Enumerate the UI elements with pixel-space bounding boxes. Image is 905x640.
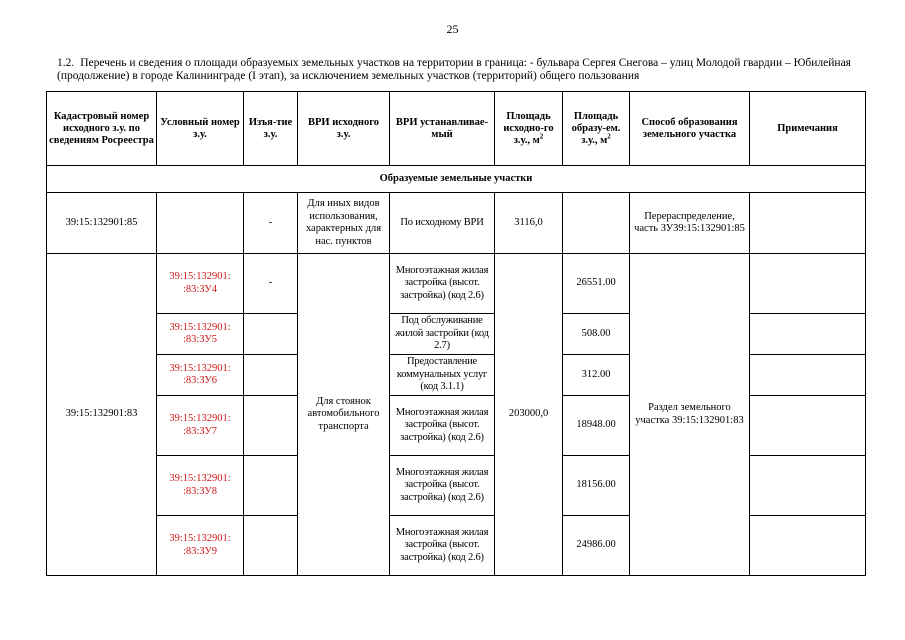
- header-cadastral: Кадастровый номер исходного з.у. по сведениям Росреестра: [47, 92, 157, 166]
- cell-withdrawal: [244, 516, 298, 576]
- header-method: Способ образования земельного участка: [630, 92, 750, 166]
- cell-cadastral: 39:15:132901:83: [47, 254, 157, 576]
- header-row: [47, 92, 866, 166]
- cell-conditional: 39:15:132901: :83:ЗУ5: [157, 314, 244, 355]
- cell-area-formed: 312.00: [563, 355, 630, 396]
- header-vri-set: ВРИ устанавливае-мый: [390, 92, 495, 166]
- cell-vri-set: Многоэтажная жилая застройка (высот. застройка) (код 2.6): [390, 254, 495, 314]
- cell-notes: [750, 355, 866, 396]
- page-number: 25: [446, 22, 459, 36]
- cell-notes: [750, 314, 866, 355]
- cell-vri-set: По исходному ВРИ: [390, 193, 495, 254]
- cell-method: Раздел земельного участка 39:15:132901:83: [630, 254, 750, 576]
- header-notes: Примечания: [750, 92, 866, 166]
- header-area-formed: Площадь образу-ем. з.у., $м^2$: [563, 92, 630, 166]
- cell-withdrawal: -: [244, 193, 298, 254]
- cell-area-formed: 18948.00: [563, 396, 630, 456]
- cell-area-formed: 24986.00: [563, 516, 630, 576]
- cell-vri-set: Предоставление коммунальных услуг (код 3.1.1): [390, 355, 495, 396]
- cell-vri-set: Многоэтажная жилая застройка (высот. застройка) (код 2.6): [390, 456, 495, 516]
- header-area-source: Площадь исходно-го з.у., $м^2$: [495, 92, 563, 166]
- section-heading: [57, 57, 862, 83]
- table-row: [47, 254, 866, 314]
- cell-cadastral: 39:15:132901:85: [47, 193, 157, 254]
- cell-vri-set: Под обслуживание жилой застройки (код 2.7): [390, 314, 495, 355]
- land-plots-table: [46, 91, 866, 576]
- table-row: [47, 193, 866, 254]
- cell-withdrawal: [244, 396, 298, 456]
- cell-conditional: 39:15:132901: :83:ЗУ4: [157, 254, 244, 314]
- cell-conditional: 39:15:132901: :83:ЗУ8: [157, 456, 244, 516]
- cell-area-formed: 18156.00: [563, 456, 630, 516]
- header-withdrawal: Изъя-тие з.у.: [244, 92, 298, 166]
- cell-notes: [750, 254, 866, 314]
- cell-withdrawal: -: [244, 254, 298, 314]
- cell-notes: [750, 193, 866, 254]
- cell-withdrawal: [244, 456, 298, 516]
- cell-area-formed: 508.00: [563, 314, 630, 355]
- cell-conditional: 39:15:132901: :83:ЗУ7: [157, 396, 244, 456]
- cell-notes: [750, 456, 866, 516]
- cell-method: Перераспределение, часть ЗУ39:15:132901:85: [630, 193, 750, 254]
- cell-conditional: [157, 193, 244, 254]
- section-title: Образуемые земельные участки: [47, 166, 866, 193]
- cell-notes: [750, 516, 866, 576]
- section-row: [47, 166, 866, 193]
- cell-notes: [750, 396, 866, 456]
- cell-vri-source: Для стоянок автомобильного транспорта: [298, 254, 390, 576]
- cell-area-source: 3116,0: [495, 193, 563, 254]
- cell-conditional: 39:15:132901: :83:ЗУ6: [157, 355, 244, 396]
- heading-text: Перечень и сведения о площади образуемых земельных участков на территории в граница: - бульвара Сергея Снегова – улиц Молодой гвардии – Юбилейная (продолжение) в городе Калининграде (I этап), за исключением земельных участков (территорий) общего пользования: [57, 57, 851, 82]
- cell-vri-set: Многоэтажная жилая застройка (высот. застройка) (код 2.6): [390, 396, 495, 456]
- cell-withdrawal: [244, 355, 298, 396]
- cell-area-formed: [563, 193, 630, 254]
- cell-area-source: 203000,0: [495, 254, 563, 576]
- cell-vri-set: Многоэтажная жилая застройка (высот. застройка) (код 2.6): [390, 516, 495, 576]
- heading-number: 1.2.: [57, 57, 75, 69]
- header-conditional: Условный номер з.у.: [157, 92, 244, 166]
- header-vri-source: ВРИ исходного з.у.: [298, 92, 390, 166]
- cell-conditional: 39:15:132901: :83:ЗУ9: [157, 516, 244, 576]
- cell-area-formed: 26551.00: [563, 254, 630, 314]
- cell-withdrawal: [244, 314, 298, 355]
- cell-vri-source: Для иных видов использования, характерных для нас. пунктов: [298, 193, 390, 254]
